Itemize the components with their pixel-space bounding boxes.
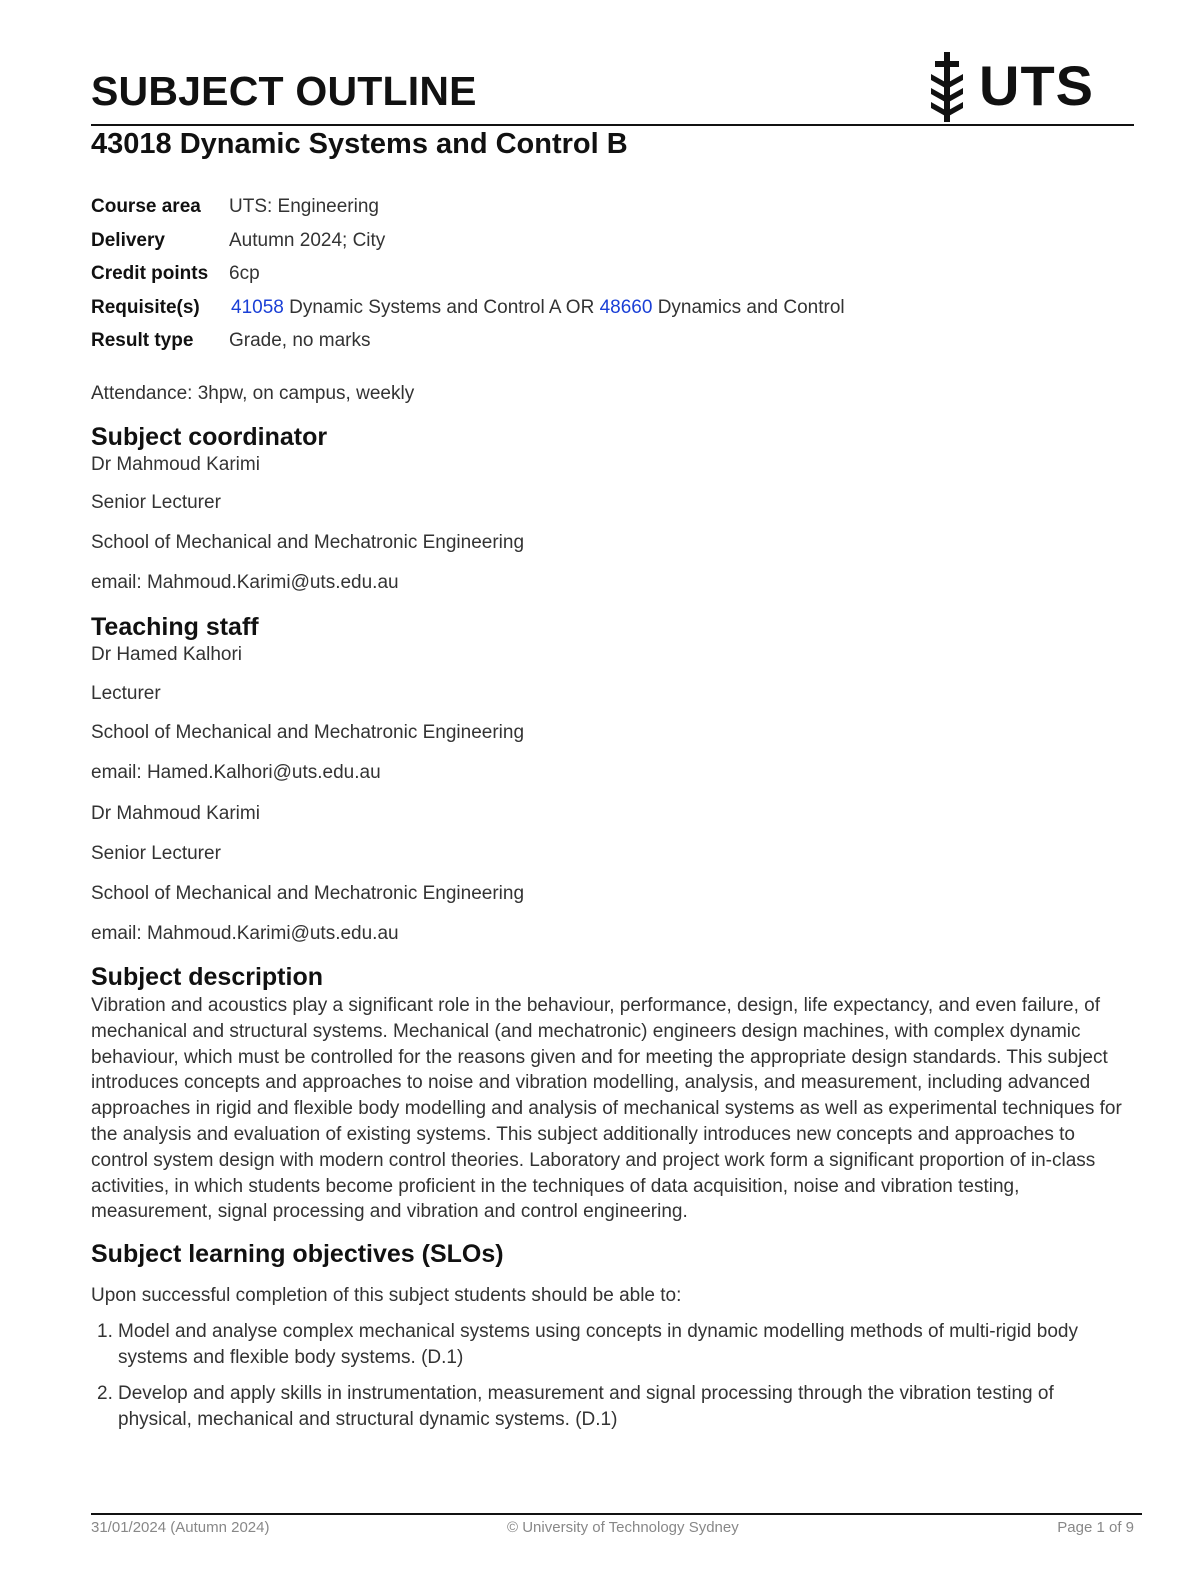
description-paragraph: Vibration and acoustics play a significant role in the behaviour, performance, design, life expectancy, and even failure, of mechanical and structural systems. Mechanical (and mechatronic) engineers design machines, with complex dynamic behaviour, which must be controlled for the reasons given and for meeting the appropriate design standards. This subject introduces concepts and approaches to noise and vibration modelling, analysis, and measurement, including advanced approaches in rigid and flexible body modelling and analysis of mechanical systems as well as experimental techniques for the analysis and evaluation of existing systems. This subject additionally introduces new concepts and approaches to control system design with modern control theories. Laboratory and project work form a significant proportion of in-class activities, in which students become proficient in the techniques of data acquisition, noise and vibration testing, measurement, signal processing and vibration and control engineering. xyxy=(91,995,1122,1223)
objectives-heading: Subject learning objectives (SLOs) xyxy=(91,1240,504,1268)
objective-number: 2. xyxy=(97,1383,113,1404)
detail-label: Result type xyxy=(91,330,194,351)
detail-label: Delivery xyxy=(91,230,165,251)
detail-value: UTS: Engineering xyxy=(229,196,379,217)
requisite-text: Dynamic Systems and Control A OR xyxy=(289,297,595,318)
objective-text: Develop and apply skills in instrumentation, measurement and signal processing through the vibration testing of physical, mechanical and structural dynamic systems. (D.1) xyxy=(118,1383,1054,1430)
detail-value: 6cp xyxy=(229,263,260,284)
footer-date: 31/01/2024 (Autumn 2024) xyxy=(91,1519,270,1536)
staff-school: School of Mechanical and Mechatronic Engineering xyxy=(91,722,525,743)
staff-name: Dr Hamed Kalhori xyxy=(91,644,242,665)
header-divider xyxy=(91,124,1134,126)
requisite-link-48660[interactable]: 48660 xyxy=(599,297,653,318)
description-heading: Subject description xyxy=(91,963,323,991)
document-title: SUBJECT OUTLINE xyxy=(91,68,477,114)
detail-value xyxy=(231,293,845,323)
coordinator-heading: Subject coordinator xyxy=(91,423,328,451)
detail-label: Course area xyxy=(91,196,201,217)
detail-label: Requisite(s) xyxy=(91,297,200,318)
uts-logo xyxy=(927,50,1097,122)
subject-title: 43018 Dynamic Systems and Control B xyxy=(91,128,628,160)
detail-value: Grade, no marks xyxy=(229,330,371,351)
staff-school: School of Mechanical and Mechatronic Engineering xyxy=(91,883,525,904)
staff-role: Lecturer xyxy=(91,683,161,704)
objectives-intro: Upon successful completion of this subject students should be able to: xyxy=(91,1285,682,1306)
staff-email: email: Mahmoud.Karimi@uts.edu.au xyxy=(91,923,399,944)
coordinator-school: School of Mechanical and Mechatronic Engineering xyxy=(91,532,525,553)
coordinator-role: Senior Lecturer xyxy=(91,492,221,513)
requisite-link-41058[interactable]: 41058 xyxy=(231,297,284,318)
teaching-staff-heading: Teaching staff xyxy=(91,613,259,641)
requisite-text: Dynamics and Control xyxy=(657,297,845,318)
detail-label: Credit points xyxy=(91,263,209,284)
objective-text: Model and analyse complex mechanical systems using concepts in dynamic modelling methods of multi-rigid body systems and flexible body systems. (D.1) xyxy=(118,1321,1078,1368)
coordinator-name: Dr Mahmoud Karimi xyxy=(91,454,260,475)
footer-page-number: Page 1 of 9 xyxy=(1057,1519,1134,1536)
objective-number: 1. xyxy=(97,1321,113,1342)
attendance-text: Attendance: 3hpw, on campus, weekly xyxy=(91,383,415,404)
footer-copyright: © University of Technology Sydney xyxy=(507,1519,739,1536)
staff-name: Dr Mahmoud Karimi xyxy=(91,803,260,824)
logo-wordmark: UTS xyxy=(979,54,1094,117)
staff-role: Senior Lecturer xyxy=(91,843,221,864)
footer-divider xyxy=(91,1513,1142,1515)
uts-crest-icon xyxy=(927,52,967,122)
detail-value: Autumn 2024; City xyxy=(229,230,386,251)
coordinator-email: email: Mahmoud.Karimi@uts.edu.au xyxy=(91,572,399,593)
staff-email: email: Hamed.Kalhori@uts.edu.au xyxy=(91,762,381,783)
